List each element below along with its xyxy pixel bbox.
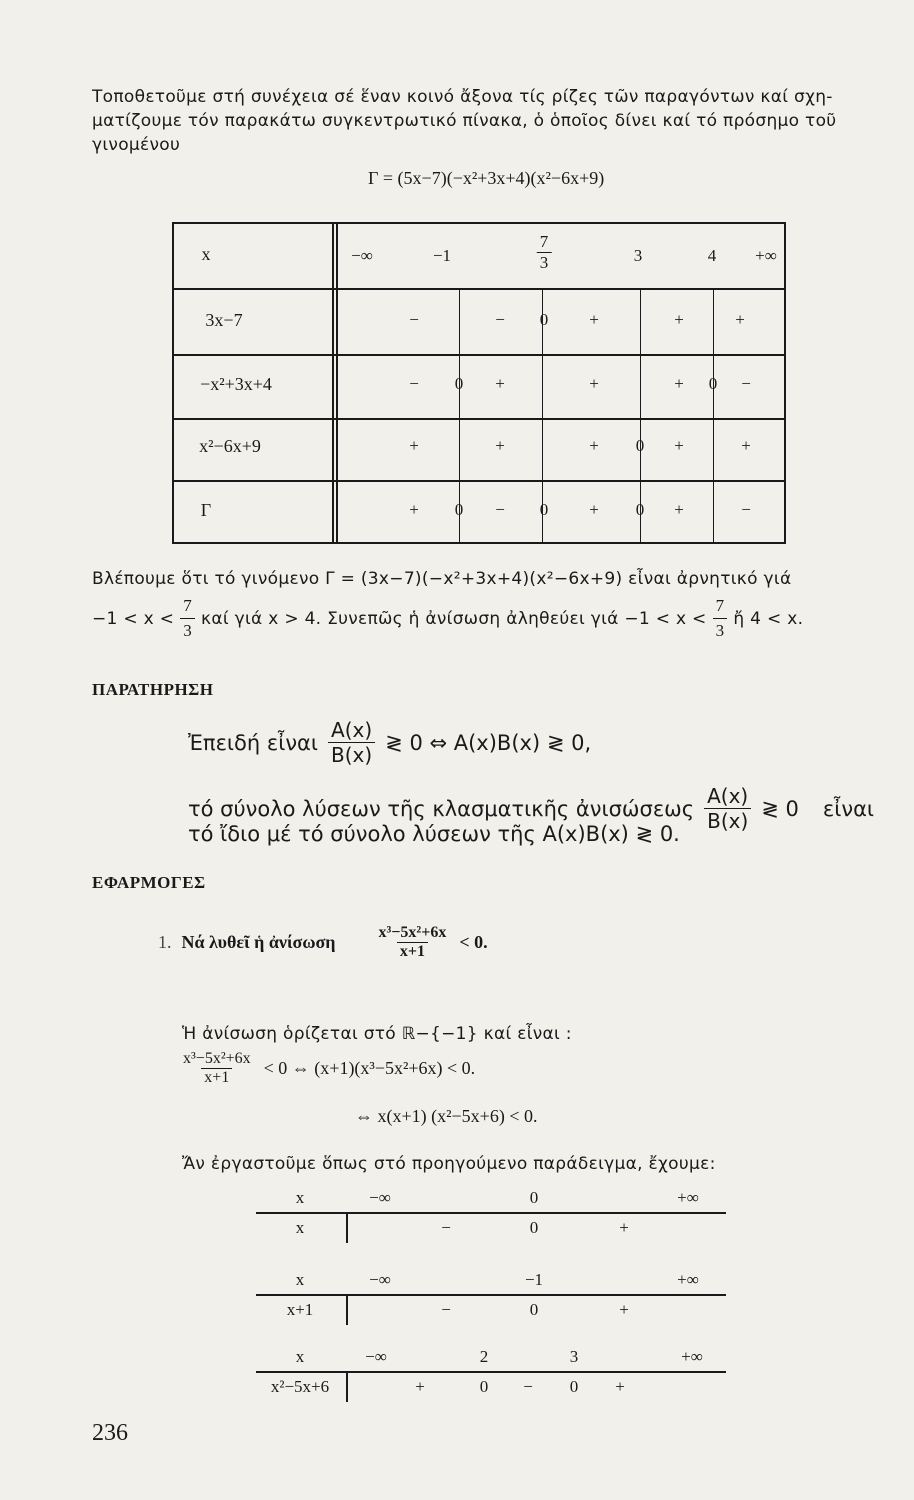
sign: − xyxy=(741,374,751,393)
fraction-numerator: A(x) xyxy=(707,784,749,808)
intro-line-2: ματίζουμε τόν παρακάτω συγκεντρωτικό πίνακα, ὁ ὁποῖος δίνει καί τό πρόσημο τοῦ xyxy=(92,111,837,131)
work-text: Ἄν ἐργαστοῦμε ὅπως στό προηγούμενο παράδειγμα, ἔχουμε: xyxy=(182,1154,716,1174)
sign: 0 xyxy=(539,500,549,519)
fraction-denominator: 3 xyxy=(537,252,552,273)
fraction-denominator: x+1 xyxy=(201,1068,232,1087)
header-point: 4 xyxy=(707,246,717,265)
sign-table xyxy=(172,222,786,544)
sign: + xyxy=(589,310,599,329)
sign: 0 xyxy=(635,500,645,519)
row-label: x²−6x+9 xyxy=(199,436,261,456)
header-point: −∞ xyxy=(369,1270,391,1289)
sign: − xyxy=(495,310,505,329)
remark-relation-2: ≷ 0 xyxy=(761,796,799,821)
equivalence-1-relation: < 0 ⇔ (x+1)(x³−5x²+6x) < 0. xyxy=(263,1058,476,1078)
sign: + xyxy=(735,310,745,329)
row-label: x²−5x+6 xyxy=(270,1377,330,1396)
header-label: x xyxy=(295,1188,305,1207)
sign: 0 xyxy=(708,374,718,393)
sign: + xyxy=(589,374,599,393)
sign: + xyxy=(674,310,684,329)
sign: 0 xyxy=(635,436,645,455)
sign: 0 xyxy=(479,1377,489,1396)
conclusion-line-1: Βλέπουμε ὅτι τό γινόμενο Γ = (3x−7)(−x²+3x+4)(x²−6x+9) εἶναι ἀρνητικό γιά xyxy=(92,569,792,589)
header-point: −1 xyxy=(524,1270,544,1289)
header-point: −∞ xyxy=(365,1347,387,1366)
header-point: 3 xyxy=(569,1347,579,1366)
row-label: 3x−7 xyxy=(205,310,243,330)
header-point: −1 xyxy=(432,246,452,265)
sign: + xyxy=(495,374,505,393)
item-number: 1. xyxy=(158,932,172,952)
sign: + xyxy=(674,500,684,519)
fraction-numerator: 7 xyxy=(183,596,193,615)
header-point: +∞ xyxy=(755,246,777,265)
small-table-1 xyxy=(256,1186,726,1248)
remark-relation-1: ≷ 0 ⇔ A(x)B(x) ≷ 0, xyxy=(385,730,592,755)
intro-line-3: γινομένου xyxy=(92,135,181,155)
remark-sentence-a: τό σύνολο λύσεων τῆς κλασματικῆς ἀνισώσεως xyxy=(188,796,695,821)
sign: + xyxy=(615,1377,625,1396)
header-point: −∞ xyxy=(351,246,373,265)
header-point: 3 xyxy=(633,246,643,265)
product-formula: Γ = (5x−7)(−x²+3x+4)(x²−6x+9) xyxy=(368,168,605,188)
intro-paragraph xyxy=(92,85,902,157)
sign: + xyxy=(495,436,505,455)
sign: 0 xyxy=(454,500,464,519)
header-point: 2 xyxy=(479,1347,489,1366)
conclusion-part-b: καί γιά x > 4. Συνεπῶς ἡ ἀνίσωση ἀληθεύει γιά −1 < x < xyxy=(201,608,707,629)
remark-line-1 xyxy=(188,718,591,767)
row-label: x+1 xyxy=(286,1300,314,1319)
sign: 0 xyxy=(539,310,549,329)
sign: + xyxy=(589,436,599,455)
sign: − xyxy=(409,374,419,393)
fraction-denominator: 3 xyxy=(713,618,728,643)
conclusion-part-c: ἤ 4 < x. xyxy=(733,608,804,629)
fraction-denominator: B(x) xyxy=(328,742,375,767)
fraction-denominator: x+1 xyxy=(397,942,428,961)
fraction-numerator: 7 xyxy=(715,596,725,615)
intro-line-1: Τοποθετοῦμε στή συνέχεια σέ ἕναν κοινό ἄξονα τίς ρίζες τῶν παραγόντων καί σχη- xyxy=(92,87,833,107)
conclusion-line-2 xyxy=(92,594,904,643)
sign: − xyxy=(495,500,505,519)
sign: − xyxy=(741,500,751,519)
sign: + xyxy=(589,500,599,519)
item-relation: < 0. xyxy=(459,932,488,952)
fraction-numerator: A(x) xyxy=(331,718,373,742)
sign: 0 xyxy=(569,1377,579,1396)
remark-sentence-b: τό ἴδιο μέ τό σύνολο λύσεων τῆς A(x)B(x) ≷ 0. xyxy=(188,822,680,846)
sign: 0 xyxy=(529,1300,539,1319)
sign: 0 xyxy=(454,374,464,393)
equivalence-2: ⇔ x(x+1) (x²−5x+6) < 0. xyxy=(355,1106,538,1126)
equivalence-1 xyxy=(180,1050,475,1087)
fraction-numerator: x³−5x²+6x xyxy=(378,924,447,941)
row-label: Γ xyxy=(200,500,212,520)
sign: + xyxy=(674,436,684,455)
item-text: Νά λυθεῖ ἡ ἀνίσωση xyxy=(181,932,336,952)
page-number: 236 xyxy=(92,1420,128,1446)
sign: − xyxy=(441,1300,451,1319)
sign: + xyxy=(674,374,684,393)
sign: + xyxy=(619,1300,629,1319)
sign: + xyxy=(741,436,751,455)
fraction-numerator: x³−5x²+6x xyxy=(183,1050,251,1067)
sign: 0 xyxy=(529,1218,539,1237)
header-label: x xyxy=(295,1270,305,1289)
header-point: −∞ xyxy=(369,1188,391,1207)
sign: + xyxy=(409,436,419,455)
fraction-denominator: 3 xyxy=(180,618,195,643)
remark-heading: ΠΑΡΑΤΗΡΗΣΗ xyxy=(92,680,214,699)
sign: + xyxy=(409,500,419,519)
small-table-3 xyxy=(256,1345,726,1407)
remark-since: Ἐπειδή εἶναι xyxy=(188,730,318,755)
small-table-2 xyxy=(256,1268,726,1330)
row-label: x xyxy=(295,1218,305,1237)
fraction-denominator: B(x) xyxy=(704,808,751,833)
header-point: 0 xyxy=(529,1188,539,1207)
sign: + xyxy=(619,1218,629,1237)
header-point: +∞ xyxy=(677,1188,699,1207)
header-label: x xyxy=(295,1347,305,1366)
remark-is: εἶναι xyxy=(822,796,875,821)
table-header-label: x xyxy=(201,244,211,264)
sign: − xyxy=(441,1218,451,1237)
domain-text: Ἡ ἀνίσωση ὁρίζεται στό ℝ−{−1} καί εἶναι : xyxy=(182,1024,572,1044)
fraction-numerator: 7 xyxy=(539,232,549,251)
sign: − xyxy=(409,310,419,329)
header-point: +∞ xyxy=(677,1270,699,1289)
row-label: −x²+3x+4 xyxy=(200,374,272,394)
application-item-1 xyxy=(158,924,488,961)
sign: − xyxy=(523,1377,533,1396)
header-point: +∞ xyxy=(681,1347,703,1366)
applications-heading: ΕΦΑΡΜΟΓΕΣ xyxy=(92,873,206,892)
header-fraction xyxy=(537,232,552,273)
conclusion-part-a: −1 < x < xyxy=(92,608,175,629)
sign: + xyxy=(415,1377,425,1396)
